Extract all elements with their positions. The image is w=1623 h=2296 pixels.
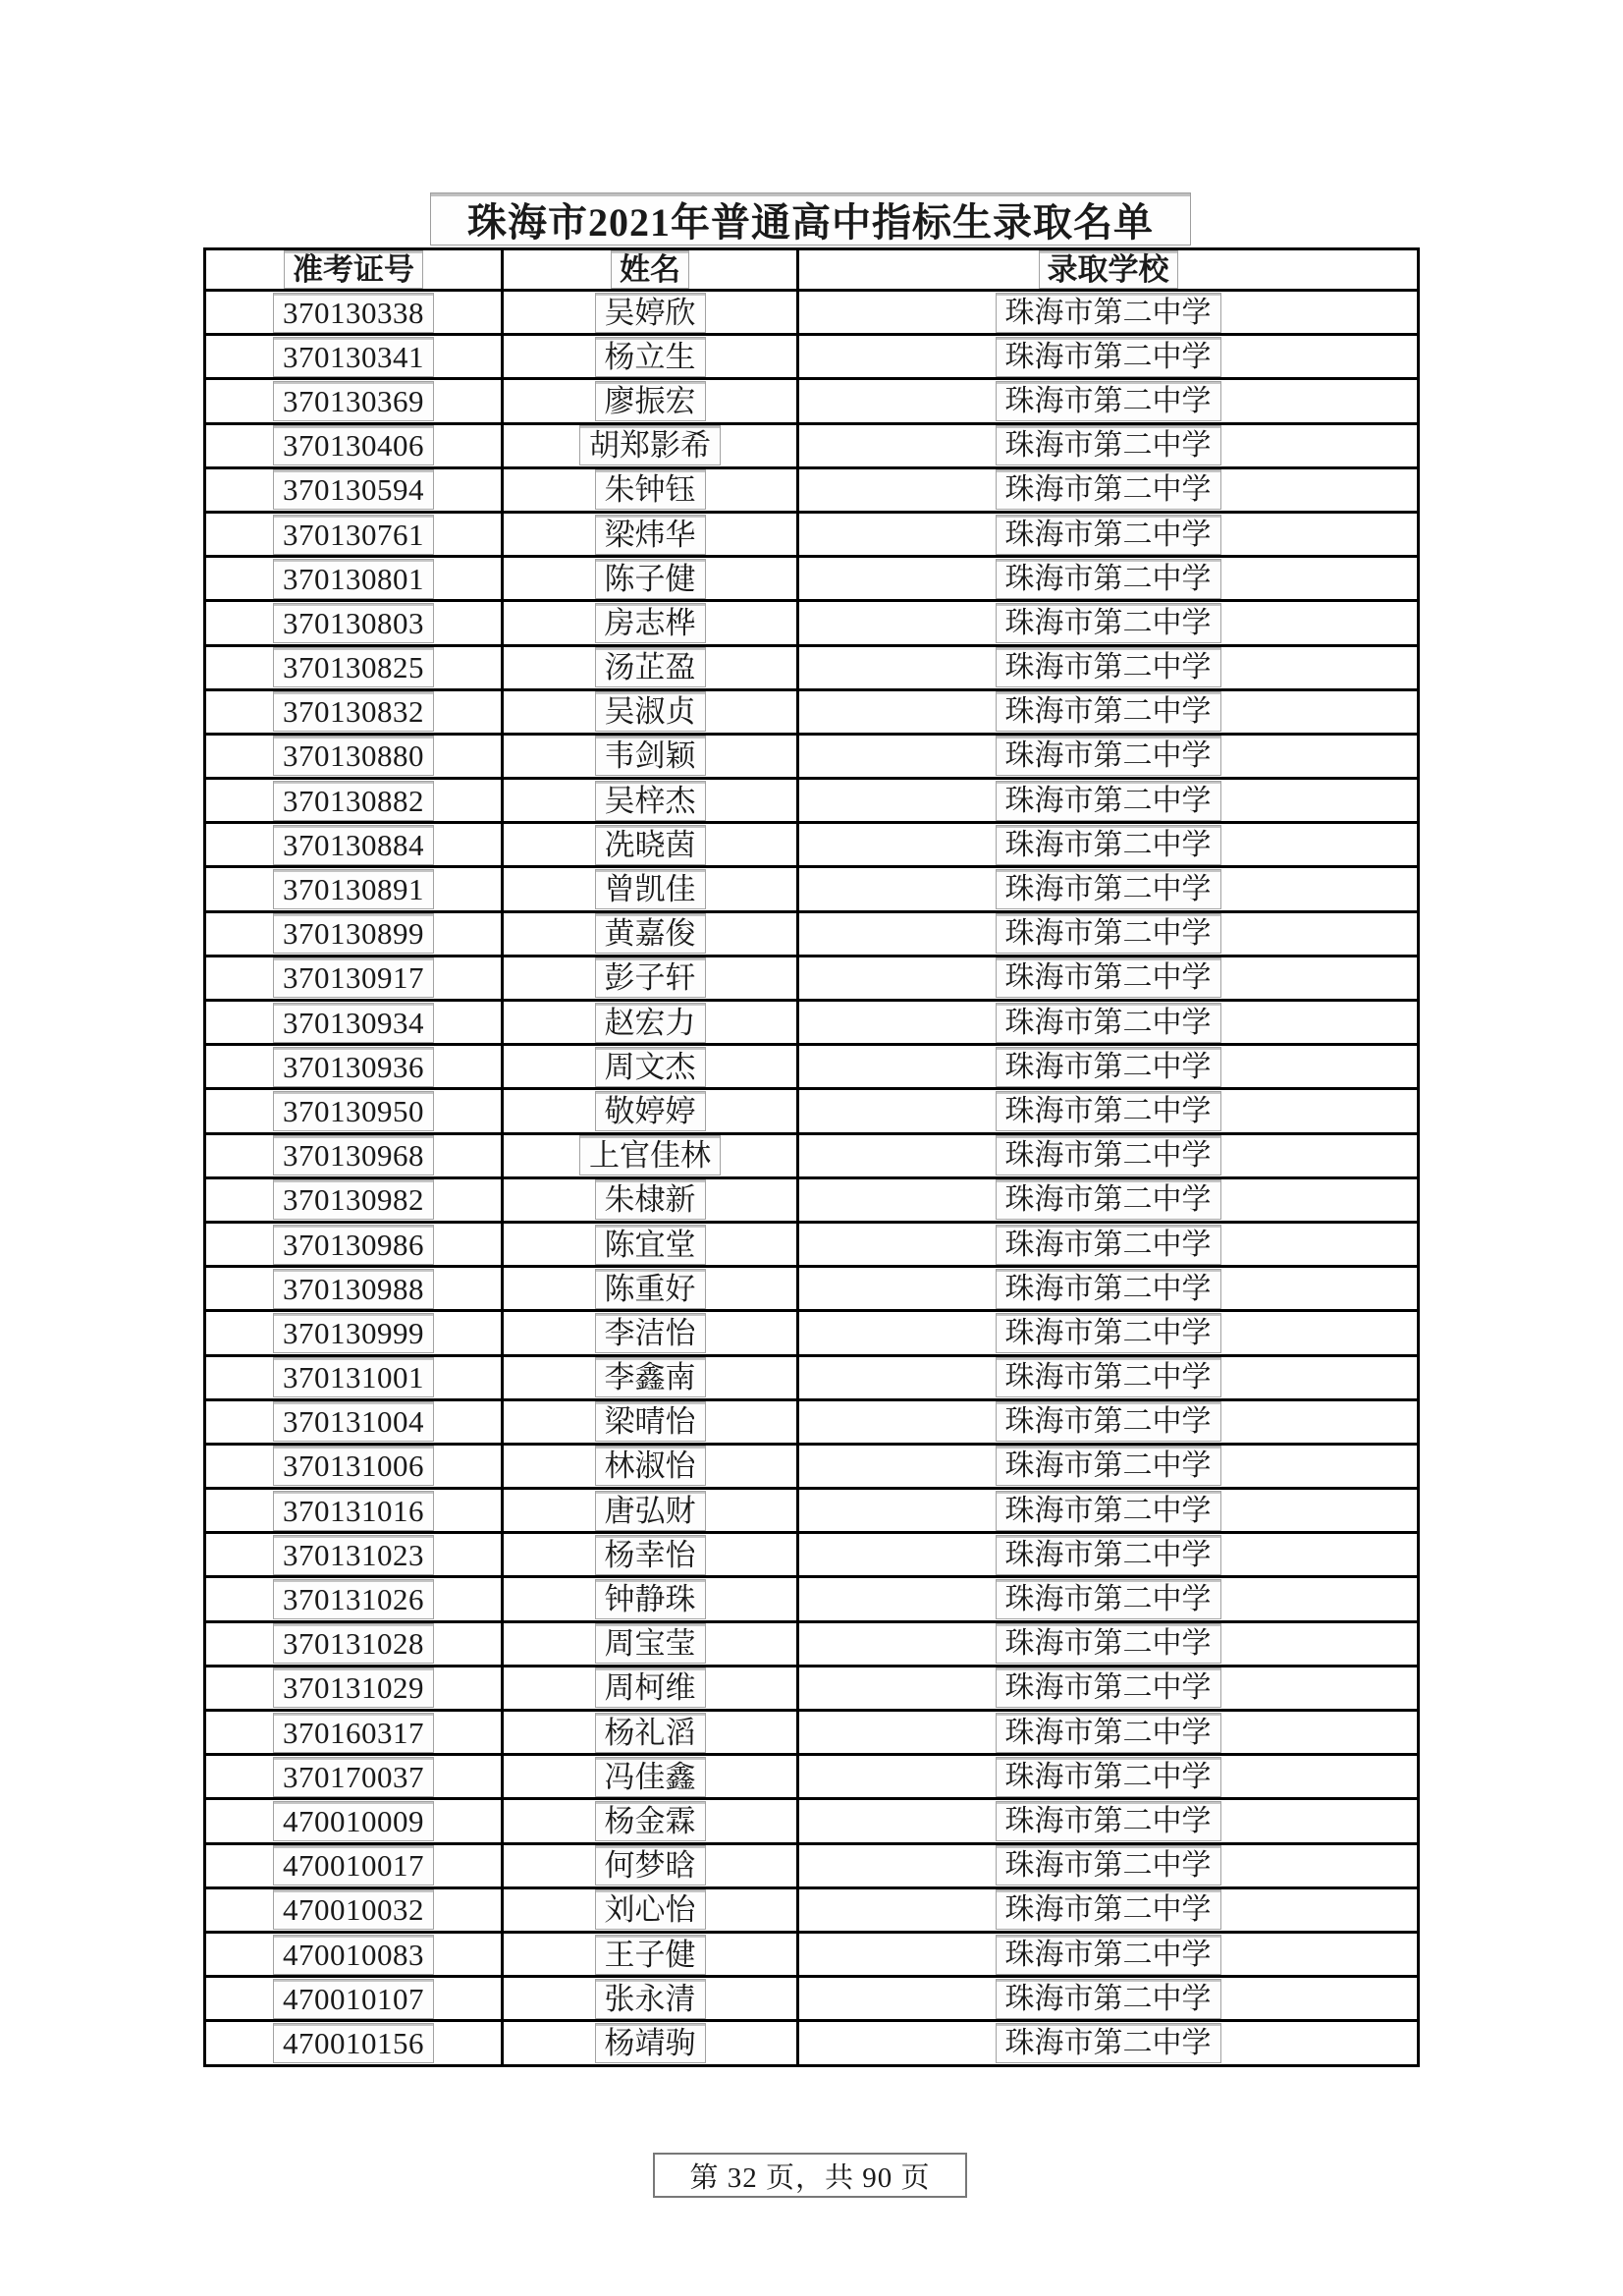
exam-number-cell-value: 370130934 — [273, 1003, 434, 1043]
exam-number-cell — [205, 1177, 503, 1222]
exam-number-cell-value: 370130986 — [273, 1225, 434, 1265]
student-name-cell-value: 刘心怡 — [595, 1889, 706, 1930]
school-cell — [798, 1489, 1419, 1533]
exam-number-cell — [205, 1089, 503, 1133]
exam-number-cell-value: 370131004 — [273, 1401, 434, 1442]
table-row — [205, 1444, 1419, 1488]
school-cell-value: 珠海市第二中学 — [996, 1401, 1221, 1442]
student-name-cell-value: 陈子健 — [595, 559, 706, 599]
school-cell-value: 珠海市第二中学 — [996, 1579, 1221, 1619]
student-name-cell-value: 胡郑影希 — [579, 425, 721, 465]
exam-number-cell — [205, 911, 503, 956]
school-cell — [798, 1001, 1419, 1045]
student-name-cell — [503, 1799, 798, 1843]
student-name-cell-value: 吴婷欣 — [595, 293, 706, 333]
student-name-cell — [503, 645, 798, 689]
student-name-cell — [503, 291, 798, 335]
table-row — [205, 1089, 1419, 1133]
table-row — [205, 1177, 1419, 1222]
exam-number-cell — [205, 1666, 503, 1710]
school-cell-value: 珠海市第二中学 — [996, 603, 1221, 643]
school-cell-value: 珠海市第二中学 — [996, 1225, 1221, 1265]
school-cell — [798, 1267, 1419, 1311]
school-cell — [798, 956, 1419, 1000]
exam-number-cell — [205, 467, 503, 512]
student-name-cell — [503, 1533, 798, 1577]
student-name-cell-value: 杨金霖 — [595, 1801, 706, 1841]
exam-number-cell — [205, 1267, 503, 1311]
exam-number-cell — [205, 335, 503, 379]
school-cell-value: 珠海市第二中学 — [996, 1269, 1221, 1309]
table-row — [205, 1533, 1419, 1577]
table-row — [205, 1267, 1419, 1311]
exam-number-cell-value: 370131001 — [273, 1357, 434, 1397]
student-name-cell-value: 曾凯佳 — [595, 869, 706, 909]
school-cell — [798, 601, 1419, 645]
table-row — [205, 2021, 1419, 2065]
exam-number-cell-value: 370130917 — [273, 957, 434, 998]
table-row — [205, 1843, 1419, 1887]
student-name-cell — [503, 1177, 798, 1222]
table-row — [205, 1311, 1419, 1355]
student-name-cell — [503, 689, 798, 734]
school-cell — [798, 1977, 1419, 2021]
school-cell-value: 珠海市第二中学 — [996, 1357, 1221, 1397]
exam-number-cell — [205, 1045, 503, 1089]
header-cell-name — [503, 249, 798, 291]
exam-number-cell — [205, 1222, 503, 1266]
school-cell — [798, 291, 1419, 335]
exam-number-cell — [205, 1711, 503, 1755]
school-cell — [798, 1533, 1419, 1577]
school-cell-value: 珠海市第二中学 — [996, 1801, 1221, 1841]
student-name-cell — [503, 1489, 798, 1533]
student-name-cell-value: 杨靖驹 — [595, 2023, 706, 2063]
school-cell-value: 珠海市第二中学 — [996, 1757, 1221, 1797]
school-cell — [798, 1932, 1419, 1976]
student-name-cell-value: 吴梓杰 — [595, 781, 706, 821]
column-header-exam-number: 准考证号 — [284, 250, 423, 289]
school-cell — [798, 1755, 1419, 1799]
table-row — [205, 823, 1419, 867]
exam-number-cell-value: 470010009 — [273, 1801, 434, 1841]
school-cell-value: 珠海市第二中学 — [996, 781, 1221, 821]
page-title — [430, 192, 1191, 246]
exam-number-cell-value: 370130950 — [273, 1091, 434, 1131]
school-cell — [798, 779, 1419, 823]
student-name-cell — [503, 1577, 798, 1621]
student-name-cell — [503, 512, 798, 556]
exam-number-cell — [205, 1577, 503, 1621]
table-row — [205, 557, 1419, 601]
student-name-cell-value: 陈重好 — [595, 1269, 706, 1309]
school-cell — [798, 1577, 1419, 1621]
student-name-cell — [503, 956, 798, 1000]
student-name-cell-value: 周柯维 — [595, 1667, 706, 1708]
school-cell — [798, 1311, 1419, 1355]
student-name-cell-value: 周文杰 — [595, 1047, 706, 1087]
exam-number-cell — [205, 1533, 503, 1577]
exam-number-cell-value: 370160317 — [273, 1713, 434, 1753]
student-name-cell-value: 杨幸怡 — [595, 1535, 706, 1575]
exam-number-cell — [205, 291, 503, 335]
student-name-cell-value: 王子健 — [595, 1935, 706, 1975]
school-cell — [798, 1222, 1419, 1266]
student-name-cell-value: 赵宏力 — [595, 1003, 706, 1043]
school-cell-value: 珠海市第二中学 — [996, 1979, 1221, 2019]
table-row — [205, 1666, 1419, 1710]
exam-number-cell-value: 370130899 — [273, 913, 434, 954]
table-row — [205, 423, 1419, 467]
student-name-cell-value: 梁炜华 — [595, 515, 706, 555]
student-name-cell — [503, 1089, 798, 1133]
page-number-text: 第 32 页，共 90 页 — [689, 2161, 931, 2194]
table-row — [205, 1489, 1419, 1533]
exam-number-cell — [205, 601, 503, 645]
school-cell-value: 珠海市第二中学 — [996, 736, 1221, 776]
table-row — [205, 1045, 1419, 1089]
exam-number-cell — [205, 2021, 503, 2065]
school-cell — [798, 1711, 1419, 1755]
admission-roster-table — [203, 247, 1420, 2067]
exam-number-cell-value: 370131029 — [273, 1667, 434, 1708]
table-row — [205, 335, 1419, 379]
student-name-cell-value: 唐弘财 — [595, 1491, 706, 1531]
column-header-name: 姓名 — [611, 250, 689, 289]
exam-number-cell-value: 370130803 — [273, 603, 434, 643]
student-name-cell — [503, 1399, 798, 1444]
exam-number-cell-value: 370130341 — [273, 337, 434, 377]
school-cell — [798, 379, 1419, 423]
exam-number-cell — [205, 689, 503, 734]
exam-number-cell — [205, 1444, 503, 1488]
student-name-cell — [503, 1621, 798, 1666]
student-name-cell-value: 张永清 — [595, 1979, 706, 2019]
school-cell — [798, 423, 1419, 467]
student-name-cell — [503, 734, 798, 778]
exam-number-cell-value: 370130338 — [273, 293, 434, 333]
school-cell-value: 珠海市第二中学 — [996, 293, 1221, 333]
school-cell — [798, 1133, 1419, 1177]
school-cell — [798, 1089, 1419, 1133]
school-cell-value: 珠海市第二中学 — [996, 1047, 1221, 1087]
school-cell-value: 珠海市第二中学 — [996, 869, 1221, 909]
student-name-cell — [503, 423, 798, 467]
exam-number-cell-value: 370130594 — [273, 469, 434, 510]
school-cell-value: 珠海市第二中学 — [996, 1845, 1221, 1886]
student-name-cell — [503, 1843, 798, 1887]
school-cell — [798, 2021, 1419, 2065]
student-name-cell — [503, 467, 798, 512]
school-cell — [798, 335, 1419, 379]
table-row — [205, 779, 1419, 823]
exam-number-cell — [205, 1489, 503, 1533]
student-name-cell-value: 何梦晗 — [595, 1845, 706, 1886]
school-cell-value: 珠海市第二中学 — [996, 1935, 1221, 1975]
exam-number-cell-value: 370130982 — [273, 1179, 434, 1220]
table-row — [205, 601, 1419, 645]
table-row — [205, 689, 1419, 734]
exam-number-cell — [205, 956, 503, 1000]
page-number-box — [653, 2153, 967, 2198]
exam-number-cell — [205, 1001, 503, 1045]
school-cell-value: 珠海市第二中学 — [996, 1313, 1221, 1353]
student-name-cell-value: 上官佳林 — [579, 1135, 721, 1175]
student-name-cell — [503, 1711, 798, 1755]
exam-number-cell-value: 370170037 — [273, 1757, 434, 1797]
school-cell — [798, 512, 1419, 556]
school-cell-value: 珠海市第二中学 — [996, 1667, 1221, 1708]
school-cell-value: 珠海市第二中学 — [996, 1491, 1221, 1531]
student-name-cell — [503, 1311, 798, 1355]
exam-number-cell — [205, 423, 503, 467]
table-row — [205, 1001, 1419, 1045]
exam-number-cell-value: 370130999 — [273, 1313, 434, 1353]
table-row — [205, 645, 1419, 689]
table-row — [205, 1577, 1419, 1621]
exam-number-cell — [205, 1399, 503, 1444]
student-name-cell — [503, 1222, 798, 1266]
exam-number-cell — [205, 1755, 503, 1799]
exam-number-cell-value: 370130801 — [273, 559, 434, 599]
school-cell-value: 珠海市第二中学 — [996, 957, 1221, 998]
exam-number-cell-value: 370131023 — [273, 1535, 434, 1575]
student-name-cell-value: 冯佳鑫 — [595, 1757, 706, 1797]
table-row — [205, 467, 1419, 512]
table-row — [205, 291, 1419, 335]
exam-number-cell-value: 370130761 — [273, 515, 434, 555]
exam-number-cell — [205, 379, 503, 423]
student-name-cell — [503, 557, 798, 601]
exam-number-cell-value: 370130882 — [273, 781, 434, 821]
student-name-cell — [503, 1977, 798, 2021]
table-row — [205, 1932, 1419, 1976]
exam-number-cell-value: 370130884 — [273, 825, 434, 865]
school-cell — [798, 467, 1419, 512]
exam-number-cell — [205, 1355, 503, 1399]
student-name-cell — [503, 2021, 798, 2065]
school-cell-value: 珠海市第二中学 — [996, 1179, 1221, 1220]
column-header-school: 录取学校 — [1039, 250, 1178, 289]
student-name-cell-value: 朱棣新 — [595, 1179, 706, 1220]
exam-number-cell-value: 370130968 — [273, 1135, 434, 1175]
school-cell — [798, 1621, 1419, 1666]
exam-number-cell-value: 370130988 — [273, 1269, 434, 1309]
student-name-cell — [503, 601, 798, 645]
student-name-cell-value: 敬婷婷 — [595, 1091, 706, 1131]
school-cell — [798, 689, 1419, 734]
exam-number-cell-value: 470010032 — [273, 1889, 434, 1930]
exam-number-cell — [205, 1843, 503, 1887]
school-cell — [798, 823, 1419, 867]
student-name-cell — [503, 1355, 798, 1399]
exam-number-cell — [205, 867, 503, 911]
student-name-cell — [503, 779, 798, 823]
student-name-cell — [503, 911, 798, 956]
exam-number-cell — [205, 823, 503, 867]
exam-number-cell — [205, 1133, 503, 1177]
student-name-cell-value: 梁晴怡 — [595, 1401, 706, 1442]
exam-number-cell-value: 370131006 — [273, 1446, 434, 1486]
student-name-cell-value: 陈宜堂 — [595, 1225, 706, 1265]
school-cell-value: 珠海市第二中学 — [996, 425, 1221, 465]
exam-number-cell-value: 470010156 — [273, 2023, 434, 2063]
exam-number-cell — [205, 1932, 503, 1976]
exam-number-cell-value: 370130832 — [273, 691, 434, 732]
student-name-cell-value: 黄嘉俊 — [595, 913, 706, 954]
table-row — [205, 867, 1419, 911]
student-name-cell-value: 廖振宏 — [595, 381, 706, 421]
school-cell-value: 珠海市第二中学 — [996, 337, 1221, 377]
student-name-cell-value: 吴淑贞 — [595, 691, 706, 732]
table-row — [205, 1799, 1419, 1843]
school-cell-value: 珠海市第二中学 — [996, 1713, 1221, 1753]
school-cell — [798, 734, 1419, 778]
table-row — [205, 1133, 1419, 1177]
student-name-cell — [503, 1755, 798, 1799]
table-row — [205, 911, 1419, 956]
school-cell-value: 珠海市第二中学 — [996, 647, 1221, 687]
table-row — [205, 1711, 1419, 1755]
school-cell-value: 珠海市第二中学 — [996, 559, 1221, 599]
exam-number-cell-value: 370130891 — [273, 869, 434, 909]
student-name-cell — [503, 1932, 798, 1976]
exam-number-cell — [205, 1799, 503, 1843]
student-name-cell-value: 冼晓茵 — [595, 825, 706, 865]
exam-number-cell — [205, 557, 503, 601]
student-name-cell — [503, 867, 798, 911]
table-row — [205, 1621, 1419, 1666]
header-cell-exam-number — [205, 249, 503, 291]
exam-number-cell-value: 370131016 — [273, 1491, 434, 1531]
table-row — [205, 1355, 1419, 1399]
table-row — [205, 1399, 1419, 1444]
school-cell — [798, 1444, 1419, 1488]
exam-number-cell-value: 370131026 — [273, 1579, 434, 1619]
exam-number-cell-value: 470010017 — [273, 1845, 434, 1886]
school-cell — [798, 1666, 1419, 1710]
exam-number-cell — [205, 512, 503, 556]
student-name-cell-value: 周宝莹 — [595, 1623, 706, 1664]
school-cell — [798, 1843, 1419, 1887]
school-cell — [798, 867, 1419, 911]
school-cell-value: 珠海市第二中学 — [996, 1446, 1221, 1486]
student-name-cell-value: 杨礼滔 — [595, 1713, 706, 1753]
student-name-cell-value: 林淑怡 — [595, 1446, 706, 1486]
exam-number-cell — [205, 1621, 503, 1666]
student-name-cell-value: 朱钟钰 — [595, 469, 706, 510]
student-name-cell — [503, 379, 798, 423]
student-name-cell-value: 李鑫南 — [595, 1357, 706, 1397]
student-name-cell — [503, 1666, 798, 1710]
student-name-cell — [503, 1444, 798, 1488]
student-name-cell-value: 汤芷盈 — [595, 647, 706, 687]
student-name-cell — [503, 1133, 798, 1177]
school-cell — [798, 557, 1419, 601]
exam-number-cell — [205, 779, 503, 823]
page-title-text: 珠海市2021年普通高中指标生录取名单 — [467, 199, 1154, 245]
table-row — [205, 734, 1419, 778]
student-name-cell — [503, 335, 798, 379]
exam-number-cell — [205, 734, 503, 778]
exam-number-cell — [205, 645, 503, 689]
exam-number-cell — [205, 1311, 503, 1355]
student-name-cell-value: 彭子轩 — [595, 957, 706, 998]
school-cell-value: 珠海市第二中学 — [996, 1003, 1221, 1043]
school-cell-value: 珠海市第二中学 — [996, 825, 1221, 865]
student-name-cell-value: 李洁怡 — [595, 1313, 706, 1353]
school-cell-value: 珠海市第二中学 — [996, 381, 1221, 421]
exam-number-cell-value: 370130825 — [273, 647, 434, 687]
school-cell-value: 珠海市第二中学 — [996, 515, 1221, 555]
student-name-cell — [503, 1887, 798, 1932]
table-header-row — [205, 249, 1419, 291]
school-cell-value: 珠海市第二中学 — [996, 1623, 1221, 1664]
student-name-cell — [503, 1267, 798, 1311]
table-row — [205, 512, 1419, 556]
school-cell — [798, 911, 1419, 956]
exam-number-cell-value: 370130880 — [273, 736, 434, 776]
exam-number-cell-value: 470010107 — [273, 1979, 434, 2019]
table-row — [205, 1887, 1419, 1932]
student-name-cell — [503, 823, 798, 867]
student-name-cell — [503, 1045, 798, 1089]
school-cell — [798, 1177, 1419, 1222]
student-name-cell-value: 房志桦 — [595, 603, 706, 643]
school-cell-value: 珠海市第二中学 — [996, 1135, 1221, 1175]
exam-number-cell-value: 370130369 — [273, 381, 434, 421]
student-name-cell-value: 韦剑颖 — [595, 736, 706, 776]
exam-number-cell-value: 370130936 — [273, 1047, 434, 1087]
school-cell — [798, 645, 1419, 689]
exam-number-cell — [205, 1887, 503, 1932]
school-cell — [798, 1799, 1419, 1843]
header-cell-school — [798, 249, 1419, 291]
table-row — [205, 1755, 1419, 1799]
school-cell-value: 珠海市第二中学 — [996, 1535, 1221, 1575]
table-row — [205, 1977, 1419, 2021]
exam-number-cell — [205, 1977, 503, 2021]
school-cell-value: 珠海市第二中学 — [996, 691, 1221, 732]
table-row — [205, 1222, 1419, 1266]
exam-number-cell-value: 370130406 — [273, 425, 434, 465]
exam-number-cell-value: 470010083 — [273, 1935, 434, 1975]
school-cell-value: 珠海市第二中学 — [996, 1091, 1221, 1131]
table-row — [205, 379, 1419, 423]
exam-number-cell-value: 370131028 — [273, 1623, 434, 1664]
student-name-cell-value: 钟静珠 — [595, 1579, 706, 1619]
student-name-cell-value: 杨立生 — [595, 337, 706, 377]
school-cell — [798, 1887, 1419, 1932]
school-cell-value: 珠海市第二中学 — [996, 913, 1221, 954]
school-cell-value: 珠海市第二中学 — [996, 469, 1221, 510]
school-cell — [798, 1355, 1419, 1399]
student-name-cell — [503, 1001, 798, 1045]
school-cell — [798, 1045, 1419, 1089]
school-cell — [798, 1399, 1419, 1444]
school-cell-value: 珠海市第二中学 — [996, 2023, 1221, 2063]
school-cell-value: 珠海市第二中学 — [996, 1889, 1221, 1930]
table-row — [205, 956, 1419, 1000]
